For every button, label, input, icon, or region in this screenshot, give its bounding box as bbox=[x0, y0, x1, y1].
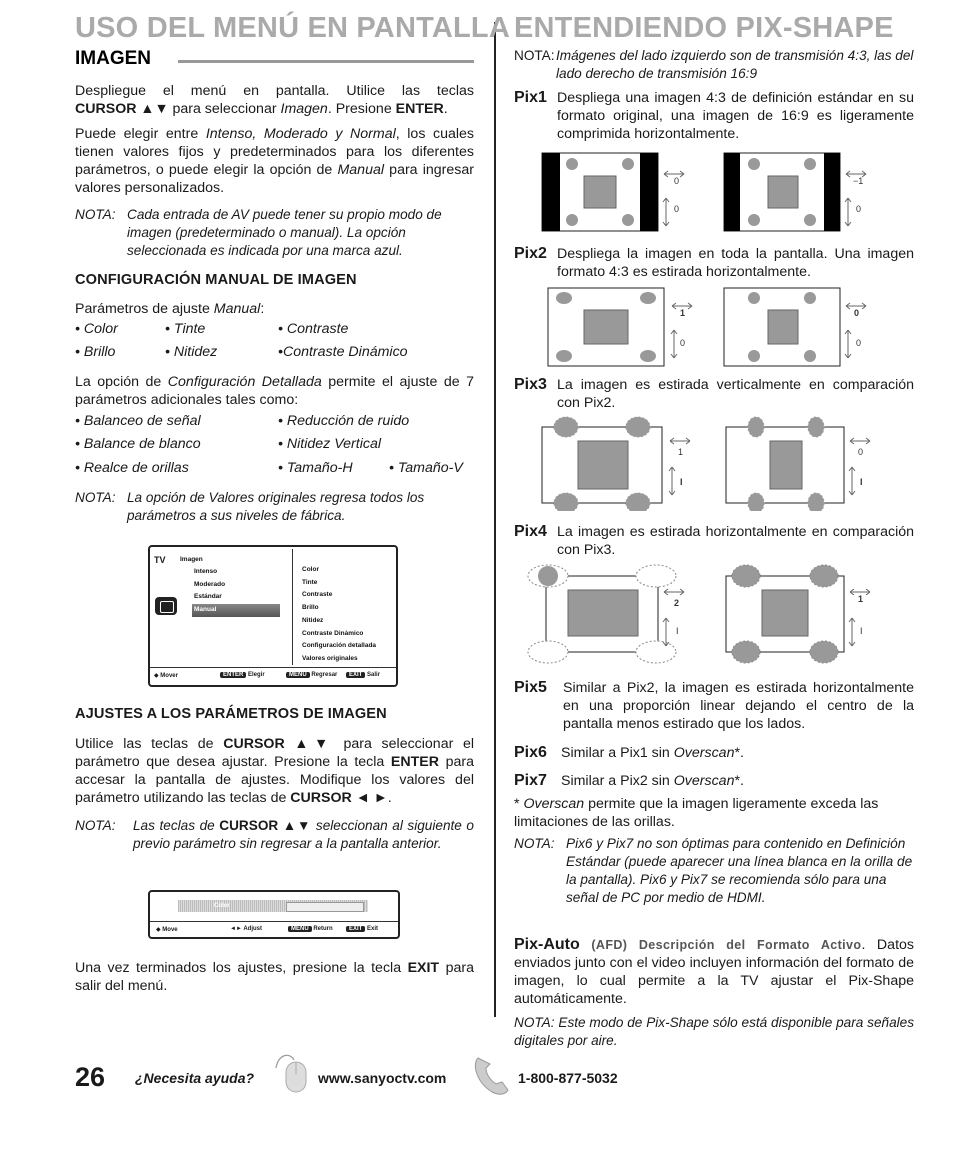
menu-param-item[interactable]: Valores originales bbox=[302, 654, 358, 662]
pix1-desc: Pix1 Despliega una imagen 4:3 de definición estándar en su formato original, una imagen de 16:9 es ligeramente comprimida horizontalmente. bbox=[514, 89, 914, 142]
pix4-v-value-16x9: I bbox=[860, 626, 863, 636]
tv-menu-screenshot bbox=[148, 545, 398, 687]
pix1-h-value-16x9: −1 bbox=[853, 176, 864, 186]
pix1-v-value-4x3: 0 bbox=[674, 204, 680, 214]
page-title-left: USO DEL MENÚ EN PANTALLA bbox=[75, 12, 510, 44]
menu-param-item[interactable]: Nitidez bbox=[302, 616, 324, 624]
pix4-v-value-4x3: I bbox=[676, 626, 679, 636]
manual-params-row-2: • Brillo • Nitidez •Contraste Dinámico bbox=[75, 344, 408, 360]
adjust-arrows-icon: ◄► bbox=[230, 926, 242, 932]
note-pix6-pix7: NOTA: Pix6 y Pix7 no son óptimas para contenido en Definición Estándar (puede aparecer una línea blanca en la orilla de la pantalla). Pix6 y Pix7 se recomienda sólo para una señal de PC por medio de HDMI. bbox=[514, 836, 913, 905]
menu-param-item[interactable]: Configuración detallada bbox=[302, 642, 377, 650]
pix3-h-value-4x3: 1 bbox=[678, 447, 684, 457]
pix4-desc: Pix4 La imagen es estirada horizontalmente en comparación con Pix3. bbox=[514, 523, 914, 558]
move-key-icon: ◆ bbox=[156, 927, 161, 933]
detail-params-row-1: • Balanceo de señal • Reducción de ruido bbox=[75, 413, 410, 429]
title-rule bbox=[178, 60, 474, 63]
menu-key: MENU bbox=[286, 672, 310, 678]
menu-param-list bbox=[302, 564, 376, 666]
phone-icon bbox=[470, 1052, 516, 1098]
pix2-desc: Pix2 Despliega la imagen en toda la pantalla. Una imagen formato 4:3 es estirada horizontalmente. bbox=[514, 245, 914, 280]
pix5-desc: Pix5 Similar a Pix2, la imagen es estirada horizontalmente en una proporción linear dejando el centro de la pantalla menos estirado que los lados. bbox=[514, 679, 914, 732]
pix4-diagram bbox=[514, 562, 884, 666]
phone-number: 1-800-877-5032 bbox=[518, 1070, 618, 1086]
menu-column-divider bbox=[292, 549, 293, 665]
detail-params-row-2: • Balance de blanco • Nitidez Vertical bbox=[75, 436, 381, 452]
pix4-h-value-16x9: 1 bbox=[858, 594, 864, 604]
pix2-v-value-4x3: 0 bbox=[680, 338, 686, 348]
adjust-slider-track[interactable] bbox=[286, 902, 364, 912]
pix4-h-value-4x3: 2 bbox=[674, 598, 680, 608]
note-original-values: NOTA: La opción de Valores originales regresa todos los parámetros a sus niveles de fábrica. bbox=[75, 490, 425, 523]
pix4-screen-4x3 bbox=[528, 565, 676, 663]
note-cursor-keys: NOTA: Las teclas de CURSOR ▲▼ seleccionan al siguiente o previo parámetro sin regresar a la pantalla anterior. bbox=[75, 818, 474, 851]
heading-manual-config: CONFIGURACIÓN MANUAL DE IMAGEN bbox=[75, 272, 357, 288]
exit-key: EXIT bbox=[346, 672, 365, 678]
help-text: ¿Necesita ayuda? bbox=[135, 1070, 255, 1086]
pix3-diagram bbox=[530, 415, 880, 511]
overscan-footnote: * Overscan permite que la imagen ligeramente exceda las limitaciones de las orillas. bbox=[514, 796, 879, 830]
menu-tv-label: TV bbox=[154, 555, 166, 565]
column-divider bbox=[494, 22, 496, 1017]
menu-param-item[interactable]: Contraste Dinámico bbox=[302, 629, 364, 637]
pix1-screen-16x9 bbox=[724, 153, 840, 231]
menu-mode-item[interactable]: Estándar bbox=[194, 593, 222, 601]
pix7-desc: Pix7 Similar a Pix2 sin Overscan*. bbox=[514, 772, 744, 789]
menu-imagen-label: Imagen bbox=[180, 556, 203, 563]
heading-adjustments: AJUSTES A LOS PARÁMETROS DE IMAGEN bbox=[75, 706, 387, 722]
section-title-imagen: IMAGEN bbox=[75, 48, 151, 69]
menu-picture-icon bbox=[155, 597, 177, 615]
pix3-v-value-16x9: I bbox=[860, 477, 863, 487]
page-number: 26 bbox=[75, 1062, 106, 1092]
pix3-desc: Pix3 La imagen es estirada verticalmente en comparación con Pix2. bbox=[514, 376, 914, 411]
adjust-slider[interactable]: Color bbox=[178, 900, 368, 912]
adjust-paragraph: Utilice las teclas de CURSOR ▲▼ para seleccionar el parámetro que desea ajustar. Presione la tecla ENTER para accesar la pantalla de ajustes. Modifique los valores del parámetro utilizando las teclas de CURSOR ◄ ►. bbox=[75, 736, 475, 806]
menu-mode-item[interactable]: Moderado bbox=[194, 580, 226, 588]
pix6-desc: Pix6 Similar a Pix1 sin Overscan*. bbox=[514, 744, 744, 761]
pix2-screen-4x3 bbox=[548, 288, 664, 366]
enter-key: ENTER bbox=[220, 672, 246, 678]
pix-auto-desc: Pix-Auto (AFD) Descripción del Formato Activo. Datos enviados junto con el video incluyen información del formato de imagen, lo cual permite a la TV ajustar el Pix-Shape automáticamente. bbox=[514, 936, 914, 1007]
manual-params-row-1: • Color • Tinte • Contraste bbox=[75, 321, 349, 337]
menu-param-item[interactable]: Contraste bbox=[302, 591, 333, 599]
pix3-v-value-4x3: I bbox=[680, 477, 683, 487]
pix2-diagram bbox=[540, 286, 880, 368]
website-link[interactable]: www.sanyoctv.com bbox=[318, 1070, 447, 1086]
params-intro: Parámetros de ajuste Manual: bbox=[75, 301, 265, 317]
page-title-right: ENTENDIENDO PIX-SHAPE bbox=[514, 12, 894, 44]
note-image-sides: NOTA: Imágenes del lado izquierdo son de transmisión 4:3, las del lado derecho de transmisión 16:9 bbox=[514, 48, 914, 81]
pix1-diagram bbox=[540, 150, 880, 232]
menu-key: MENU bbox=[288, 926, 312, 932]
pix1-h-value-4x3: 0 bbox=[674, 176, 680, 186]
intro-paragraph: Despliegue el menú en pantalla. Utilice las teclas CURSOR ▲▼ para seleccionar Imagen. Presione ENTER. bbox=[75, 83, 474, 117]
detail-params-row-3: • Realce de orillas • Tamaño-H • Tamaño-V bbox=[75, 460, 463, 476]
move-key-icon: ◆ bbox=[154, 673, 159, 679]
detail-config-paragraph: La opción de Configuración Detallada permite el ajuste de 7 parámetros adicionales tales como: bbox=[75, 374, 475, 408]
modes-paragraph: Puede elegir entre Intenso, Moderado y Normal, los cuales tienen valores fijos y predeterminados para los diferentes parámetros, o puede elegir la opción de Manual para ingresar valores personalizados. bbox=[75, 126, 474, 196]
menu-param-item[interactable]: Color bbox=[302, 566, 319, 573]
exit-paragraph: Una vez terminados los ajustes, presione la tecla EXIT para salir del menú. bbox=[75, 960, 474, 994]
adjust-screenshot bbox=[148, 890, 400, 939]
menu-mode-item[interactable]: Intenso bbox=[194, 568, 218, 575]
adjust-key-bar: ◆ Move ◄► Adjust MENU Return EXIT Exit bbox=[150, 921, 398, 937]
pix2-screen-16x9 bbox=[724, 288, 840, 366]
pix3-screen-4x3 bbox=[542, 417, 662, 511]
menu-key-bar: ◆ Mover ENTER Elegir MENU Regresar EXIT Salir bbox=[150, 667, 396, 685]
pix3-h-value-16x9: 0 bbox=[858, 447, 864, 457]
mouse-icon bbox=[268, 1048, 318, 1098]
pix4-screen-16x9 bbox=[726, 565, 844, 663]
pix3-screen-16x9 bbox=[726, 417, 844, 511]
pix2-h-value-16x9: 0 bbox=[854, 308, 860, 318]
menu-mode-item-selected[interactable]: Manual bbox=[192, 604, 280, 617]
note-pix-auto: NOTA: Este modo de Pix-Shape sólo está disponible para señales digitales por aire. bbox=[514, 1015, 915, 1048]
menu-mode-list bbox=[194, 566, 280, 617]
pix1-screen-4x3 bbox=[542, 153, 658, 231]
pix2-v-value-16x9: 0 bbox=[856, 338, 862, 348]
menu-param-item[interactable]: Tinte bbox=[302, 578, 318, 586]
pix1-v-value-16x9: 0 bbox=[856, 204, 862, 214]
note-av-input: NOTA: Cada entrada de AV puede tener su propio modo de imagen (predeterminado o manual). La opción seleccionada es indicada por una marca azul. bbox=[75, 207, 442, 258]
exit-key: EXIT bbox=[346, 926, 365, 932]
menu-param-item[interactable]: Brillo bbox=[302, 604, 319, 612]
pix2-h-value-4x3: 1 bbox=[680, 308, 686, 318]
